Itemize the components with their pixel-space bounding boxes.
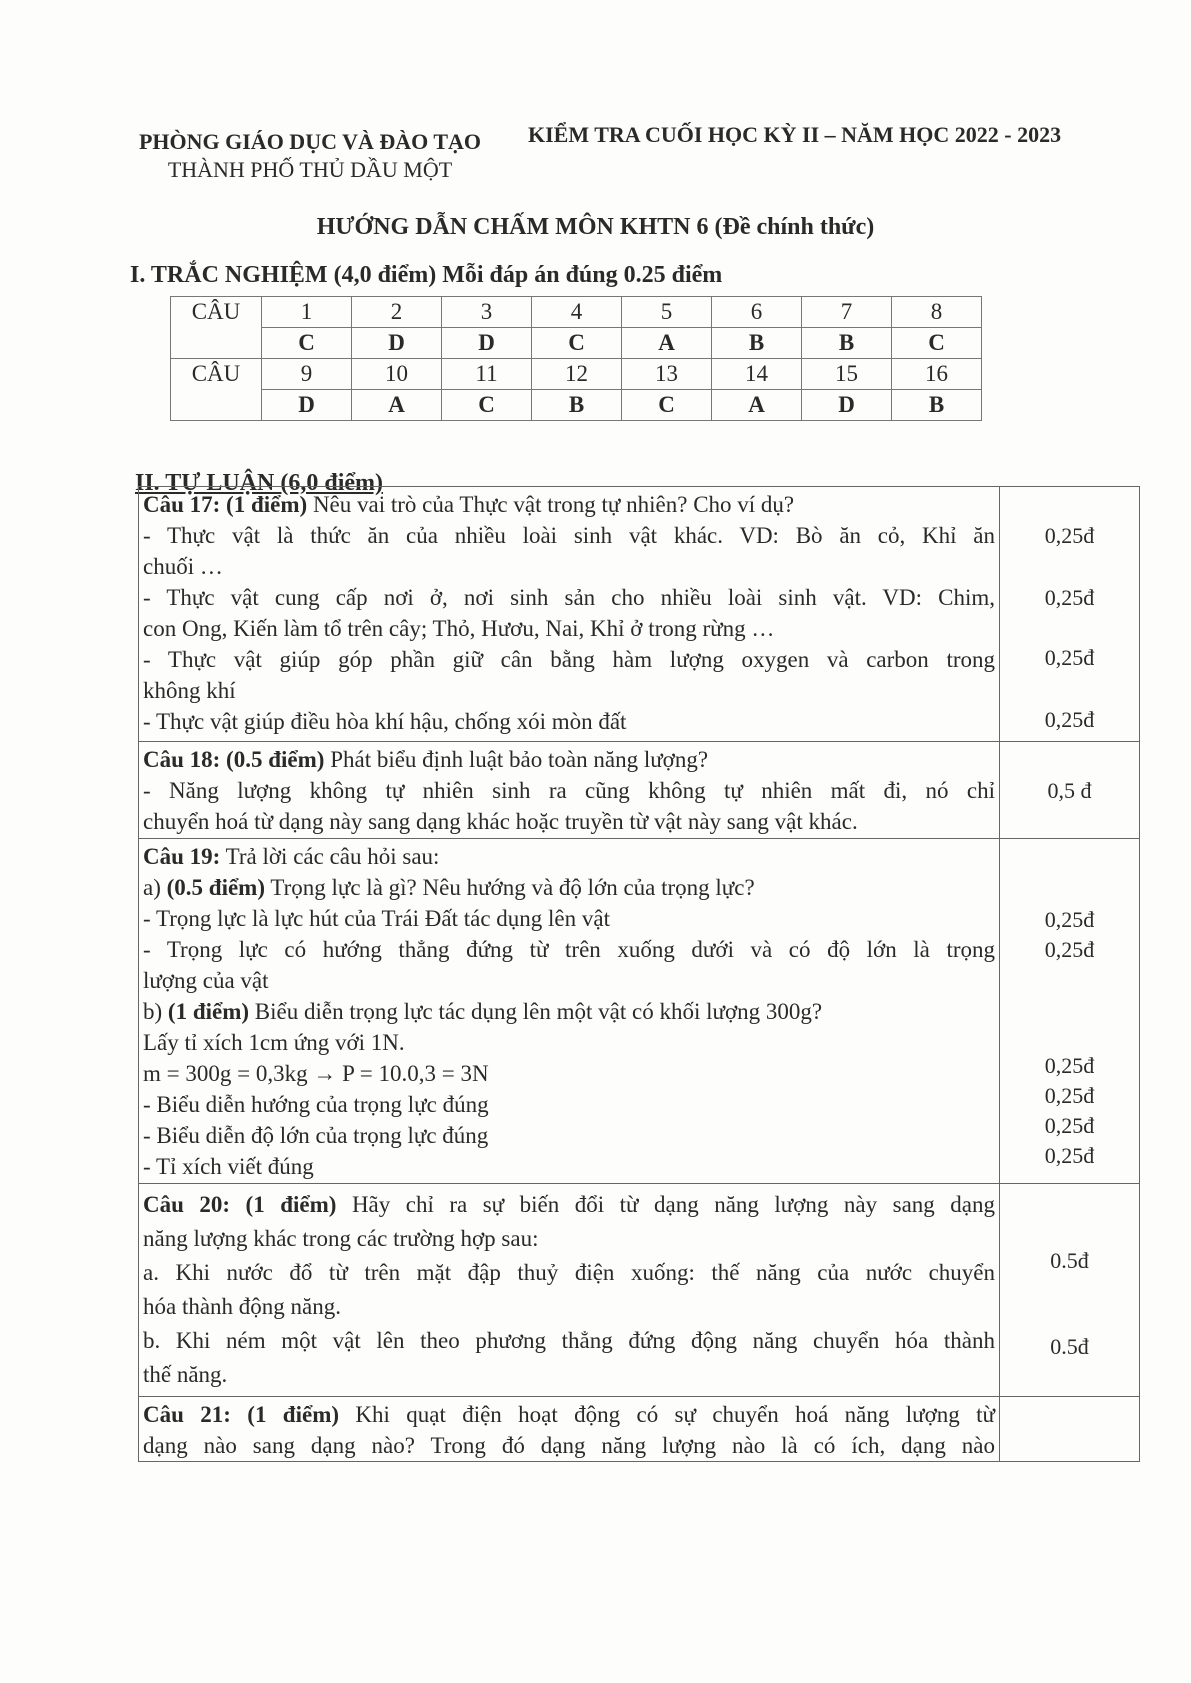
office-line2: THÀNH PHỐ THỦ DẦU MỘT [167, 157, 453, 182]
answer-line: - Trọng lực có hướng thẳng đứng từ trên xuống dưới và có độ lớn là trọng [143, 937, 995, 962]
score: 0,25đ [1044, 645, 1095, 670]
part-text: Biểu diễn trọng lực tác dụng lên một vật có khối lượng 300g? [249, 999, 823, 1024]
score: 0,25đ [1044, 907, 1095, 932]
answer-cell: C [442, 390, 532, 421]
answer-cell: D [442, 328, 532, 359]
answer-line: b. Khi ném một vật lên theo phương thẳng đứng động năng chuyển hóa thành [143, 1328, 995, 1353]
question-text: Phát biểu định luật bảo toàn năng lượng? [324, 747, 709, 772]
part-text: Lấy tỉ xích 1cm ứng với 1N. [143, 1030, 405, 1055]
score: 0,25đ [1044, 1083, 1095, 1108]
score: 0,25đ [1044, 1113, 1095, 1138]
answer-line: con Ong, Kiến làm tổ trên cây; Thỏ, Hươu, Nai, Khỉ ở trong rừng … [143, 616, 775, 641]
score: 0,25đ [1044, 1053, 1095, 1078]
row-label: CÂU [171, 359, 262, 390]
question-18-content [139, 742, 1000, 838]
part-prefix: b) [143, 999, 168, 1024]
answer-cell: C [622, 390, 712, 421]
question-number: 10 [352, 359, 442, 390]
row-label: CÂU [171, 297, 262, 328]
section2-heading: II. TỰ LUẬN (6,0 điểm) [135, 470, 384, 496]
score: 0,25đ [1044, 707, 1095, 732]
question-17-content [139, 487, 1000, 741]
score: 0,25đ [1044, 1143, 1095, 1168]
question-number: 11 [442, 359, 532, 390]
score: 0.5đ [1050, 1334, 1089, 1359]
question-21-row [139, 1397, 1139, 1462]
question-17-row [139, 487, 1139, 742]
page-title: HƯỚNG DẪN CHẤM MÔN KHTN 6 (Đề chính thức) [316, 214, 875, 240]
answer-cell: A [622, 328, 712, 359]
question-number: 16 [892, 359, 982, 390]
answer-line: - Thực vật cung cấp nơi ở, nơi sinh sản cho nhiều loài sinh vật. VD: Chim, [143, 585, 995, 610]
answer-line: - Tỉ xích viết đúng [143, 1154, 314, 1179]
answer-line: chuyển hoá từ dạng này sang dạng khác hoặc truyền từ vật này sang vật khác. [143, 809, 858, 834]
answer-line: hóa thành động năng. [143, 1294, 342, 1319]
answer-cell: D [352, 328, 442, 359]
answer-line: - Biểu diễn độ lớn của trọng lực đúng [143, 1123, 489, 1148]
answer-cell: A [352, 390, 442, 421]
answer-line: a. Khi nước đổ từ trên mặt đập thuỷ điện xuống: thế năng của nước chuyển [143, 1260, 995, 1285]
section1-heading: I. TRẮC NGHIỆM (4,0 điểm) Mỗi đáp án đúng 0.25 điểm [130, 262, 723, 288]
question-number: 4 [532, 297, 622, 328]
table-row [171, 359, 982, 390]
answer-table [170, 296, 982, 421]
score-column [1000, 487, 1139, 741]
question-number: 7 [802, 297, 892, 328]
answer-cell: D [262, 390, 352, 421]
answer-cell: C [532, 328, 622, 359]
question-label: Câu 17: (1 điểm) [143, 492, 308, 517]
question-label: Câu 18: (0.5 điểm) [143, 747, 325, 772]
question-19-row [139, 839, 1139, 1184]
score: 0,25đ [1044, 523, 1095, 548]
score-column [1000, 1184, 1139, 1396]
score: 0.5đ [1050, 1248, 1089, 1273]
question-text: Trả lời các câu hỏi sau: [220, 844, 440, 869]
question-20-row [139, 1184, 1139, 1397]
answer-line: chuối … [143, 554, 223, 579]
answer-line: - Trọng lực là lực hút của Trái Đất tác dụng lên vật [143, 906, 610, 931]
answer-cell: B [802, 328, 892, 359]
office-line1: PHÒNG GIÁO DỤC VÀ ĐÀO TẠO [138, 129, 482, 154]
table-row [171, 297, 982, 328]
question-number: 8 [892, 297, 982, 328]
answer-cell: A [712, 390, 802, 421]
answer-line: - Thực vật giúp góp phần giữ cân bằng hàm lượng oxygen và carbon trong [143, 647, 995, 672]
question-text: Khi quạt điện hoạt động có sự chuyển hoá năng lượng từ [339, 1402, 995, 1427]
question-number: 6 [712, 297, 802, 328]
question-text: Hãy chỉ ra sự biến đổi từ dạng năng lượng này sang dạng [336, 1192, 995, 1217]
answer-cell: B [532, 390, 622, 421]
answer-cell: B [712, 328, 802, 359]
question-text: dạng nào sang dạng nào? Trong đó dạng năng lượng nào là có ích, dạng nào [143, 1433, 995, 1458]
question-number: 2 [352, 297, 442, 328]
answer-cell: C [892, 328, 982, 359]
office-header [110, 128, 510, 184]
part-label: (0.5 điểm) [166, 875, 265, 900]
answer-line: thế năng. [143, 1362, 228, 1387]
answer-line: không khí [143, 678, 236, 703]
table-row [171, 390, 982, 421]
answer-cell: B [892, 390, 982, 421]
question-number: 9 [262, 359, 352, 390]
question-number: 12 [532, 359, 622, 390]
essay-table [138, 486, 1140, 1462]
answer-line: - Thực vật giúp điều hòa khí hậu, chống xói mòn đất [143, 709, 627, 734]
answer-line: m = 300g = 0,3kg → P = 10.0,3 = 3N [143, 1061, 489, 1086]
question-number: 5 [622, 297, 712, 328]
question-label: Câu 21: (1 điểm) [143, 1402, 340, 1427]
score-column [1000, 742, 1139, 838]
question-19-content [139, 839, 1000, 1183]
score-column [1000, 1397, 1139, 1461]
question-number: 15 [802, 359, 892, 390]
answer-line: - Năng lượng không tự nhiên sinh ra cũng không tự nhiên mất đi, nó chỉ [143, 778, 995, 803]
question-label: Câu 20: (1 điểm) [143, 1192, 337, 1217]
question-21-content [139, 1397, 1000, 1461]
question-label: Câu 19: [143, 844, 221, 869]
question-text: năng lượng khác trong các trường hợp sau: [143, 1226, 539, 1251]
answer-line: - Thực vật là thức ăn của nhiều loài sinh vật khác. VD: Bò ăn cỏ, Khỉ ăn [143, 523, 995, 548]
score: 0,25đ [1044, 585, 1095, 610]
question-number: 14 [712, 359, 802, 390]
exam-title: KIỂM TRA CUỐI HỌC KỲ II – NĂM HỌC 2022 - 2023 [528, 122, 1062, 147]
part-prefix: a) [143, 875, 167, 900]
question-number: 1 [262, 297, 352, 328]
answer-cell: C [262, 328, 352, 359]
question-text: Nêu vai trò của Thực vật trong tự nhiên? Cho ví dụ? [307, 492, 795, 517]
question-20-content [139, 1184, 1000, 1396]
answer-cell: D [802, 390, 892, 421]
question-number: 13 [622, 359, 712, 390]
table-row [171, 328, 982, 359]
score: 0,25đ [1044, 937, 1095, 962]
part-label: (1 điểm) [167, 999, 250, 1024]
answer-line: lượng của vật [143, 968, 269, 993]
part-text: Trọng lực là gì? Nêu hướng và độ lớn của trọng lực? [265, 875, 755, 900]
score: 0,5 đ [1047, 778, 1092, 803]
score-column [1000, 839, 1139, 1183]
question-number: 3 [442, 297, 532, 328]
question-18-row [139, 742, 1139, 839]
answer-line: - Biểu diễn hướng của trọng lực đúng [143, 1092, 489, 1117]
